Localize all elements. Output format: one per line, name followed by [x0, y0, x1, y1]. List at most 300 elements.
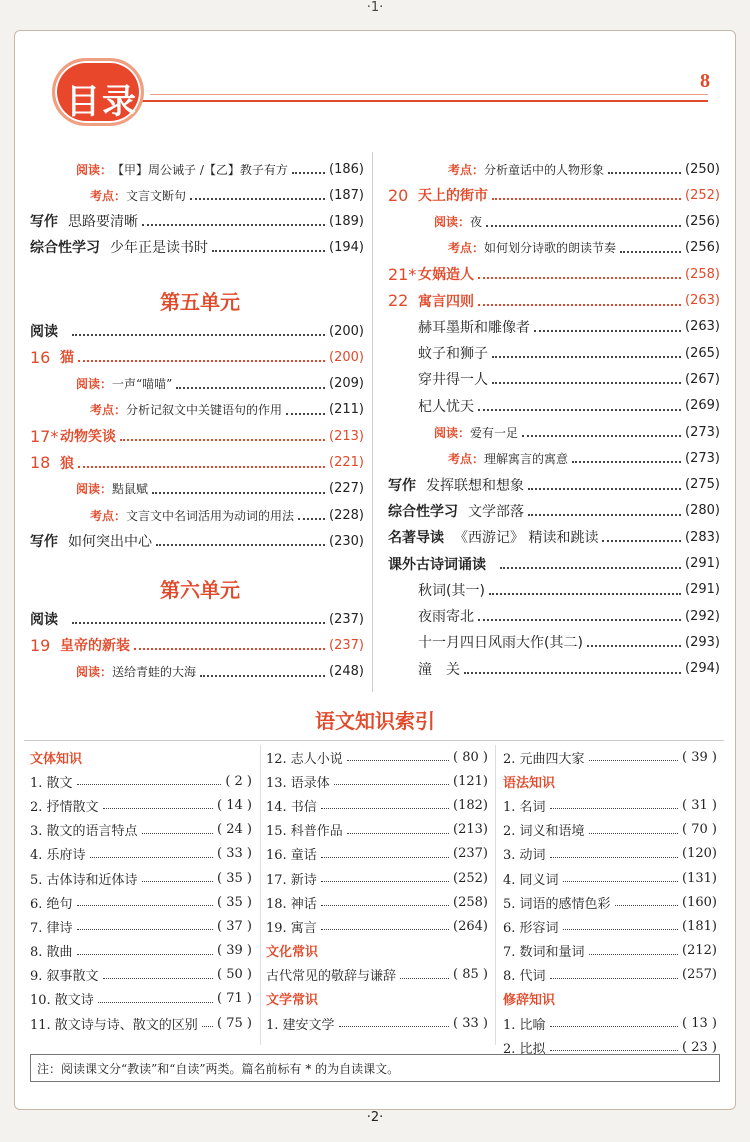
index-entry-title: 12. 志人小说 [266, 751, 343, 767]
page-ref: ( 37 ) [217, 918, 252, 934]
leader-dots [77, 947, 214, 955]
toc-entry [30, 661, 364, 683]
index-entry [503, 939, 717, 963]
index-entry-title: 2. 元曲四大家 [503, 751, 585, 767]
toc-entry [30, 425, 364, 447]
section-label: 课外古诗词诵读 [388, 556, 486, 573]
header-rule-thin [150, 94, 708, 95]
leader-dots [486, 217, 681, 227]
index-entry [30, 818, 252, 842]
entry-title: 思路要清晰 [68, 214, 138, 230]
page-ref: ( 39 ) [217, 943, 252, 959]
page-ref: (200) [329, 323, 364, 339]
index-entry [266, 963, 488, 987]
page-ref: (273) [685, 450, 720, 466]
page-ref: (228) [329, 507, 364, 523]
label-colon: ： [100, 482, 113, 497]
entry-title: 送给青蛙的大海 [112, 665, 197, 680]
leader-dots [550, 801, 679, 809]
toc-entry [388, 474, 720, 496]
index-entry-title: 2. 抒情散文 [30, 799, 99, 815]
page-ref: (283) [685, 529, 720, 545]
entry-title: 分析童话中的人物形象 [484, 162, 605, 177]
index-entry [30, 793, 252, 817]
page-ref: (182) [453, 797, 488, 813]
lesson-title: 动物笑谈 [60, 429, 116, 446]
leader-dots [587, 637, 681, 647]
page-ref: (275) [685, 477, 720, 493]
page-ref: (250) [685, 161, 720, 177]
leader-dots [615, 898, 678, 906]
entry-label: 考点 [90, 188, 115, 203]
index-entry [30, 890, 252, 914]
index-entry [30, 769, 252, 793]
index-divider [495, 745, 496, 1045]
entry-title: 分析记叙文中关键语句的作用 [126, 403, 283, 418]
toc-entry [388, 631, 720, 653]
leader-dots [142, 216, 325, 226]
leader-dots [478, 296, 681, 306]
lesson-number: 17* [30, 426, 59, 446]
entry-title: 赫耳墨斯和雕像者 [418, 319, 530, 336]
page-ref: (269) [685, 398, 720, 414]
index-entry-title: 6. 绝句 [30, 896, 73, 912]
page-ref: ( 24 ) [217, 822, 252, 838]
toc-entry [30, 373, 364, 395]
page-ref: ( 31 ) [682, 797, 717, 813]
index-entry-title: 古代常见的敬辞与谦辞 [266, 969, 397, 985]
index-entry [503, 866, 717, 890]
page-ref: ( 80 ) [453, 749, 488, 765]
index-entry [30, 963, 252, 987]
toc-entry [388, 579, 720, 601]
page-ref: (230) [329, 533, 364, 549]
entry-label: 阅读 [76, 377, 101, 392]
entry-label: 考点 [448, 451, 473, 466]
toc-entry [30, 320, 364, 342]
leader-dots [77, 898, 214, 906]
index-entry-title: 7. 数词和量词 [503, 945, 585, 961]
lesson-number: 16 [30, 347, 51, 367]
leader-dots [103, 971, 214, 979]
leader-dots [478, 401, 681, 411]
toc-entry [388, 526, 720, 548]
index-entry [266, 1011, 488, 1035]
leader-dots [78, 458, 325, 468]
entry-title: 秋词(其一) [418, 582, 485, 599]
leader-dots [142, 826, 214, 834]
index-entry-title: 16. 童话 [266, 848, 317, 864]
section-label: 名著导读 [388, 530, 444, 547]
leader-dots [528, 506, 681, 516]
index-entry-title: 1. 比喻 [503, 1017, 546, 1033]
page-ref: (273) [685, 424, 720, 440]
index-entry-title: 4. 同义词 [503, 872, 559, 888]
leader-dots [292, 164, 325, 174]
toc-entry [388, 421, 720, 443]
page-ref: (120) [682, 846, 717, 862]
page-ref: (256) [685, 214, 720, 230]
lesson-number: 22 [388, 291, 409, 310]
page-ref: (267) [685, 371, 720, 387]
leader-dots [589, 753, 679, 761]
entry-label: 阅读 [434, 425, 459, 440]
section-label: 阅读 [30, 324, 58, 340]
page-ref: (160) [682, 894, 717, 910]
leader-dots [103, 801, 214, 809]
index-entry [266, 769, 488, 793]
index-entry [266, 914, 488, 938]
leader-dots [90, 850, 214, 858]
entry-title: 蚊子和狮子 [418, 346, 488, 363]
index-entry-title: 1. 建安文学 [266, 1017, 335, 1033]
entry-title: 杞人忧天 [418, 398, 474, 415]
index-entry-title: 19. 寓言 [266, 920, 317, 936]
label-colon: ： [100, 377, 113, 392]
page-ref: (209) [329, 376, 364, 392]
toc-entry [30, 530, 364, 552]
section-label: 综合性学习 [30, 240, 100, 256]
entry-label: 阅读 [76, 482, 101, 497]
page-ref: (293) [685, 634, 720, 650]
page-ref: (291) [685, 556, 720, 571]
index-column-2 [266, 745, 488, 1035]
page-ref: (181) [682, 918, 717, 934]
toc-entry [388, 316, 720, 338]
label-colon: ： [114, 403, 127, 418]
toc-entry [30, 210, 364, 232]
toc-entry [388, 395, 720, 417]
leader-dots [400, 971, 449, 979]
page-ref: ( 2 ) [225, 773, 252, 789]
entry-label: 阅读 [76, 665, 101, 680]
lesson-title: 寓言四则 [418, 293, 474, 310]
leader-dots [176, 379, 325, 389]
index-entry [503, 745, 717, 769]
index-entry-title: 13. 语录体 [266, 775, 330, 791]
label-colon: ： [472, 162, 485, 177]
index-entry-title: 5. 古体诗和近体诗 [30, 872, 138, 888]
index-entry [503, 842, 717, 866]
leader-dots [550, 850, 678, 858]
toc-entry [388, 500, 720, 522]
toc-entry [388, 211, 720, 233]
page-ref: ( 13 ) [682, 1015, 717, 1031]
entry-label: 考点 [448, 162, 473, 177]
entry-title: 潼 关 [418, 661, 460, 678]
index-entry [30, 866, 252, 890]
entry-title: 发挥联想和想象 [426, 477, 524, 494]
leader-dots [550, 971, 678, 979]
index-category: 修辞知识 [503, 993, 556, 1009]
toc-entry [30, 158, 364, 180]
index-entry [503, 914, 717, 938]
section-label: 写作 [388, 477, 416, 494]
index-entry [266, 793, 488, 817]
entry-label: 考点 [90, 508, 115, 523]
toc-entry [30, 236, 364, 258]
index-entry-title: 11. 散文诗与诗、散文的区别 [30, 1017, 198, 1033]
page-ref: (256) [685, 240, 720, 256]
entry-title: 少年正是读书时 [110, 240, 208, 256]
lesson-title: 皇帝的新装 [60, 638, 130, 655]
leader-dots [492, 190, 681, 200]
entry-title: 如何突出中心 [68, 534, 152, 551]
leader-dots [563, 922, 678, 930]
toc-entry [30, 452, 364, 474]
page-ref: ( 33 ) [217, 846, 252, 862]
index-entry [266, 818, 488, 842]
page-ref: (213) [329, 428, 364, 444]
toc-entry [388, 368, 720, 390]
page-ref: (187) [329, 187, 364, 203]
index-entry [503, 890, 717, 914]
leader-dots [347, 826, 449, 834]
leader-dots [550, 1043, 679, 1051]
entry-title: 如何划分诗歌的朗读节奏 [484, 241, 617, 256]
page-ref: (258) [453, 894, 488, 910]
label-colon: ： [458, 425, 471, 440]
unit-title: 第五单元 [160, 290, 240, 314]
entry-title: 穿井得一人 [418, 372, 488, 389]
page-ref: (257) [682, 967, 717, 983]
leader-dots [492, 374, 681, 384]
page-ref: ( 14 ) [217, 797, 252, 813]
leader-dots [98, 995, 213, 1003]
leader-dots [478, 611, 681, 621]
toc-entry [388, 237, 720, 259]
entry-title: 爱有一足 [470, 425, 519, 440]
leader-dots [589, 826, 679, 834]
page-title: 目录 [66, 82, 138, 122]
entry-title: 《西游记》 精读和跳读 [454, 530, 599, 547]
header-rule [140, 100, 708, 102]
page-ref: ( 35 ) [217, 894, 252, 910]
toc-entry [30, 504, 364, 526]
page-ref: (200) [329, 349, 364, 365]
page-ref: ( 85 ) [453, 967, 488, 983]
page-ref: (264) [453, 918, 488, 934]
page-ref: (211) [329, 402, 364, 418]
index-entry [503, 1011, 717, 1035]
leader-dots [212, 242, 325, 252]
leader-dots [156, 536, 325, 546]
leader-dots [72, 614, 325, 624]
leader-dots [120, 431, 325, 441]
footnote: 注：阅读课文分“教读”和“自读”两类。篇名前标有 * 的为自读课文。 [30, 1054, 720, 1082]
index-entry-title: 8. 代词 [503, 969, 546, 985]
entry-label: 考点 [448, 241, 473, 256]
entry-title: 文言文断句 [126, 188, 187, 203]
page-ref: (186) [329, 161, 364, 177]
leader-dots [321, 874, 449, 882]
toc-entry [30, 478, 364, 500]
leader-dots [72, 326, 325, 336]
page-ref: (237) [453, 846, 488, 862]
index-category: 文学常识 [266, 993, 319, 1009]
leader-dots [492, 348, 681, 358]
leader-dots [602, 532, 681, 542]
label-colon: ： [100, 665, 113, 680]
toc-entry [388, 290, 720, 312]
toc-entry [388, 553, 720, 575]
page-ref: (194) [329, 239, 364, 255]
toc-entry [388, 447, 720, 469]
leader-dots [550, 1019, 679, 1027]
section-label: 写作 [30, 214, 58, 230]
leader-dots [286, 405, 325, 415]
leader-dots [321, 801, 449, 809]
index-entry [30, 842, 252, 866]
lesson-number: 20 [388, 185, 409, 205]
leader-dots [298, 510, 325, 520]
toc-entry [30, 346, 364, 368]
leader-dots [77, 777, 222, 785]
leader-dots [321, 922, 449, 930]
lesson-number: 21* [388, 264, 417, 284]
index-entry-title: 4. 乐府诗 [30, 848, 86, 864]
page-ref: (263) [685, 293, 720, 308]
leader-dots [334, 777, 449, 785]
page-ref: (227) [329, 481, 364, 497]
index-divider [260, 745, 261, 1045]
index-entry [266, 866, 488, 890]
index-entry-title: 17. 新诗 [266, 872, 317, 888]
page-ref: ( 70 ) [682, 822, 717, 838]
index-entry-title: 3. 散文的语言特点 [30, 824, 138, 840]
toc-entry [388, 263, 720, 285]
page-number: ·2· [366, 1110, 384, 1125]
index-entry-title: 18. 神话 [266, 896, 317, 912]
section-label: 写作 [30, 534, 58, 551]
toc-entry [30, 184, 364, 206]
index-entry [30, 939, 252, 963]
entry-title: 理解寓言的寓意 [484, 451, 569, 466]
entry-title: 黠鼠赋 [112, 482, 149, 497]
page-ref: (189) [329, 213, 364, 229]
leader-dots [190, 190, 325, 200]
index-entry-title: 7. 律诗 [30, 920, 73, 936]
label-colon: ： [114, 508, 127, 523]
leader-dots [608, 164, 681, 174]
label-colon: ： [472, 451, 485, 466]
page-ref: (292) [685, 608, 720, 624]
entry-title: 十一月四日风雨大作(其二) [418, 635, 583, 652]
unit-title: 第六单元 [160, 578, 240, 602]
page-ref: (258) [685, 266, 720, 282]
index-title: 语文知识索引 [315, 709, 435, 733]
index-entry-title: 10. 散文诗 [30, 993, 94, 1009]
index-entry-title: 15. 科普作品 [266, 824, 343, 840]
page-ref: ( 23 ) [682, 1039, 717, 1055]
index-category: 文体知识 [30, 751, 83, 767]
index-entry-title: 1. 散文 [30, 775, 73, 791]
page-ref: (212) [682, 943, 717, 959]
toc-entry [388, 342, 720, 364]
entry-title: 文言文中名词活用为动词的用法 [126, 508, 295, 523]
leader-dots [563, 874, 678, 882]
index-entry [503, 793, 717, 817]
leader-dots [77, 922, 214, 930]
leader-dots [464, 664, 681, 674]
page-ref: ( 75 ) [217, 1015, 252, 1031]
page-ref: (131) [682, 870, 717, 886]
entry-label: 阅读 [76, 162, 101, 177]
lesson-number: 19 [30, 635, 51, 655]
leader-dots [78, 352, 325, 362]
label-colon: ： [458, 215, 471, 230]
leader-dots [534, 322, 681, 332]
entry-title: 夜 [470, 215, 483, 230]
page-ref: (237) [329, 611, 364, 627]
page-ref: (280) [685, 503, 720, 519]
lesson-title: 狼 [60, 455, 74, 472]
page-ref: (294) [685, 661, 720, 677]
leader-dots [589, 947, 678, 955]
leader-dots [522, 427, 681, 437]
page-ref: (263) [685, 319, 720, 335]
toc-entry [388, 184, 720, 206]
lesson-title: 女娲造人 [418, 267, 474, 284]
index-entry-title: 2. 词义和语境 [503, 824, 585, 840]
leader-dots [321, 898, 449, 906]
toc-entry [388, 605, 720, 627]
lesson-title: 天上的街市 [418, 188, 488, 205]
page-ref: ( 71 ) [217, 991, 252, 1007]
leader-dots [200, 667, 325, 677]
index-entry [503, 818, 717, 842]
page-ref: (121) [453, 773, 488, 789]
leader-dots [347, 753, 449, 761]
entry-title: 夜雨寄北 [418, 609, 474, 626]
index-entry [30, 1011, 252, 1035]
brand-logo: 8 [700, 70, 710, 92]
leader-dots [478, 269, 681, 279]
index-entry-title: 9. 叙事散文 [30, 969, 99, 985]
entry-label: 阅读 [434, 215, 459, 230]
entry-label: 考点 [90, 403, 115, 418]
toc-entry [388, 158, 720, 180]
index-entry [30, 987, 252, 1011]
page-ref: (291) [685, 582, 720, 598]
leader-dots [489, 585, 681, 595]
index-entry-title: 8. 散曲 [30, 945, 73, 961]
leader-dots [620, 243, 681, 253]
leader-dots [202, 1019, 213, 1027]
index-entry-title: 2. 比拟 [503, 1041, 546, 1057]
page-ref: (237) [329, 637, 364, 653]
leader-dots [321, 850, 449, 858]
index-entry-title: 6. 形容词 [503, 920, 559, 936]
entry-title: 【甲】周公诫子 /【乙】教子有方 [112, 162, 288, 177]
index-column-3 [503, 745, 717, 1059]
leader-dots [500, 559, 681, 569]
leader-dots [572, 453, 681, 463]
leader-dots [152, 484, 325, 494]
index-column-1 [30, 745, 252, 1035]
page-ref: (252) [453, 870, 488, 886]
leader-dots [142, 874, 214, 882]
page-ref: (248) [329, 664, 364, 680]
column-divider [372, 152, 373, 692]
index-entry-title: 5. 词语的感情色彩 [503, 896, 611, 912]
page-ref: ( 35 ) [217, 870, 252, 886]
page-ref: (213) [453, 822, 488, 838]
page-ref: (221) [329, 455, 364, 470]
top-page-marker: ·1· [366, 0, 384, 15]
index-entry [266, 890, 488, 914]
index-entry [503, 963, 717, 987]
